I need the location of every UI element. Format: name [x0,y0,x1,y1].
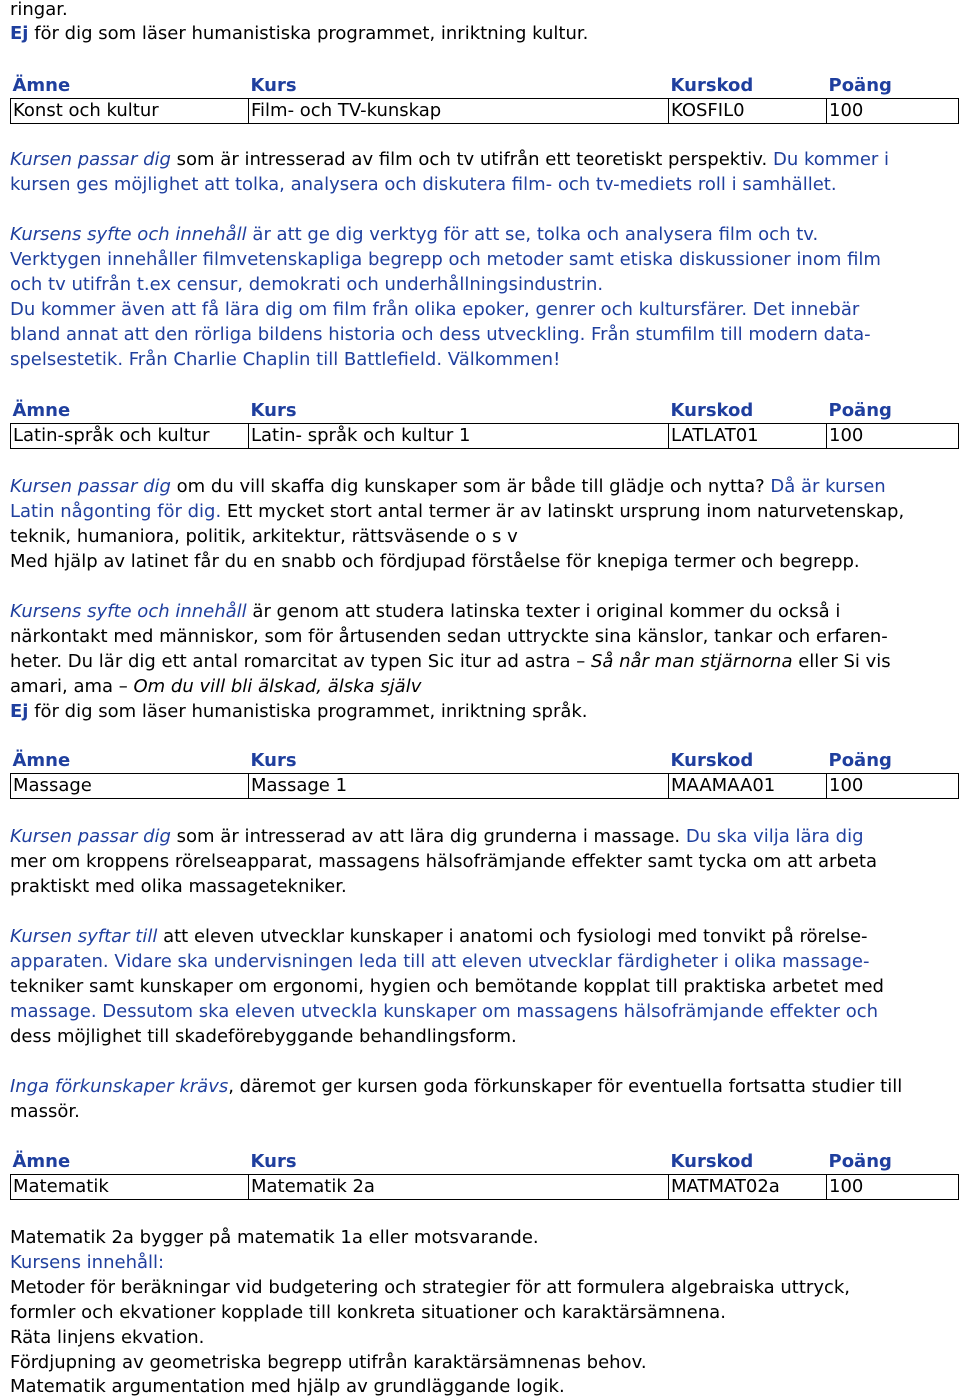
cell-points: 100 [827,774,959,799]
cell-course: Film- och TV-kunskap [249,99,669,124]
header-subject: Ämne [11,399,249,424]
matte-line-3: Metoder för beräkningar vid budgetering och strategier för att formulera algebraiska uttryck, [10,1277,851,1298]
latin-syfte-line-2: närkontakt med människor, som för årtusenden sedan uttryckte sina känslor, tankar och erfaren- [10,626,888,647]
passar-label: Kursen passar dig [10,826,171,847]
header-course: Kurs [249,749,669,774]
passar-label: Kursen passar dig [10,149,171,170]
massage-syftar-line-4: massage. Dessutom ska eleven utveckla kunskaper om massagens hälsofrämjande effekter och [10,1001,879,1022]
cell-points: 100 [827,424,959,449]
cell-course: Massage 1 [249,774,669,799]
header-points: Poäng [827,1150,959,1175]
table-row [11,424,959,449]
latin-syfte-line-4: amari, ama – Om du vill bli älskad, älska själv [10,676,422,697]
table-header-row [11,1150,959,1175]
cell-course: Latin- språk och kultur 1 [249,424,669,449]
table-row [11,774,959,799]
cell-code: MATMAT02a [669,1175,827,1200]
cell-code: LATLAT01 [669,424,827,449]
table-header-row [11,749,959,774]
table-row [11,99,959,124]
film-syfte-line-1: Kursens syfte och innehåll är att ge dig verktyg för att se, tolka och analysera film och tv. [10,224,819,245]
matte-line-6: Fördjupning av geometriska begrepp utifrån karaktärsämnenas behov. [10,1352,647,1373]
matte-line-2: Kursens innehåll: [10,1252,165,1273]
header-points: Poäng [827,399,959,424]
massage-passar-line-1: Kursen passar dig som är intresserad av att lära dig grunderna i massage. Du ska vilja lära dig [10,826,864,847]
syfte-label: Kursens syfte och innehåll [10,224,247,245]
cell-points: 100 [827,1175,959,1200]
massage-syftar-line-2: apparaten. Vidare ska undervisningen leda till att eleven utvecklar färdigheter i olika massage- [10,951,870,972]
matte-line-1: Matematik 2a bygger på matematik 1a eller motsvarande. [10,1227,539,1248]
massage-inga-line-1: Inga förkunskaper krävs, däremot ger kursen goda förkunskaper för eventuella fortsatta studier till [10,1076,903,1097]
matte-line-4: formler och ekvationer kopplade till konkreta situationer och karaktärsämnena. [10,1302,726,1323]
massage-inga-line-2: massör. [10,1101,80,1122]
header-subject: Ämne [11,74,249,99]
latin-syfte-line-3: heter. Du lär dig ett antal romarcitat av typen Sic itur ad astra – Så når man stjärnorna eller Si vis [10,651,891,672]
header-code: Kurskod [669,1150,827,1175]
massage-passar-line-3: praktiskt med olika massagetekniker. [10,876,347,897]
film-syfte-line-6: spelsestetik. Från Charlie Chaplin till Battlefield. Välkommen! [10,349,561,370]
latin-syfte-line-1: Kursens syfte och innehåll är genom att studera latinska texter i original kommer du också i [10,601,841,622]
table-row [11,1175,959,1200]
course-table-matte [10,1150,959,1200]
passar-label: Kursen passar dig [10,476,171,497]
cell-subject: Matematik [11,1175,249,1200]
cell-course: Matematik 2a [249,1175,669,1200]
course-table-film [10,74,959,124]
latin-passar-line-3: teknik, humaniora, politik, arkitektur, rättsväsende o s v [10,526,518,547]
syftar-label: Kursen syftar till [10,926,158,947]
cell-code: MAAMAA01 [669,774,827,799]
cell-subject: Latin-språk och kultur [11,424,249,449]
film-syfte-line-2: Verktygen innehåller filmvetenskapliga begrepp och metoder samt etiska diskussioner inom film [10,249,881,270]
intro-line-2: Ej för dig som läser humanistiska programmet, inriktning kultur. [10,23,589,44]
header-points: Poäng [827,749,959,774]
header-subject: Ämne [11,749,249,774]
matte-line-7: Matematik argumentation med hjälp av grundläggande logik. [10,1376,565,1397]
latin-passar-line-2: Latin någonting för dig. Ett mycket stort antal termer är av latinskt ursprung inom naturvetenskap, [10,501,905,522]
massage-syftar-line-1: Kursen syftar till att eleven utvecklar kunskaper i anatomi och fysiologi med tonvikt på rörelse- [10,926,868,947]
table-header-row [11,74,959,99]
cell-points: 100 [827,99,959,124]
intro-line-1: ringar. [10,0,68,20]
ej-label: Ej [10,701,29,722]
syfte-label: Kursens syfte och innehåll [10,601,247,622]
massage-syftar-line-3: tekniker samt kunskaper om ergonomi, hygien och bemötande kopplat till praktiska arbetet med [10,976,884,997]
cell-code: KOSFIL0 [669,99,827,124]
ej-label: Ej [10,23,29,44]
latin-ej-line: Ej för dig som läser humanistiska programmet, inriktning språk. [10,701,588,722]
course-table-latin [10,399,959,449]
header-course: Kurs [249,1150,669,1175]
cell-subject: Konst och kultur [11,99,249,124]
inga-label: Inga förkunskaper krävs [10,1076,229,1097]
header-code: Kurskod [669,399,827,424]
course-table-massage [10,749,959,799]
film-passar-line-1: Kursen passar dig som är intresserad av film och tv utifrån ett teoretiskt perspektiv. Du kommer i [10,149,890,170]
cell-subject: Massage [11,774,249,799]
header-points: Poäng [827,74,959,99]
film-syfte-line-4: Du kommer även att få lära dig om film från olika epoker, genrer och kultursfärer. Det innebär [10,299,860,320]
film-passar-line-2: kursen ges möjlighet att tolka, analysera och diskutera film- och tv-mediets roll i samhället. [10,174,837,195]
latin-passar-line-1: Kursen passar dig om du vill skaffa dig kunskaper som är både till glädje och nytta? Då är kursen [10,476,886,497]
header-course: Kurs [249,74,669,99]
header-code: Kurskod [669,749,827,774]
header-code: Kurskod [669,74,827,99]
header-subject: Ämne [11,1150,249,1175]
massage-syftar-line-5: dess möjlighet till skadeförebyggande behandlingsform. [10,1026,517,1047]
header-course: Kurs [249,399,669,424]
film-syfte-line-3: och tv utifrån t.ex censur, demokrati och underhållningsindustrin. [10,274,604,295]
matte-line-5: Räta linjens ekvation. [10,1327,205,1348]
film-syfte-line-5: bland annat att den rörliga bildens historia och dess utveckling. Från stumfilm till modern data- [10,324,871,345]
latin-passar-line-4: Med hjälp av latinet får du en snabb och fördjupad förståelse för knepiga termer och begrepp. [10,551,860,572]
table-header-row [11,399,959,424]
massage-passar-line-2: mer om kroppens rörelseapparat, massagens hälsofrämjande effekter samt tycka om att arbeta [10,851,877,872]
